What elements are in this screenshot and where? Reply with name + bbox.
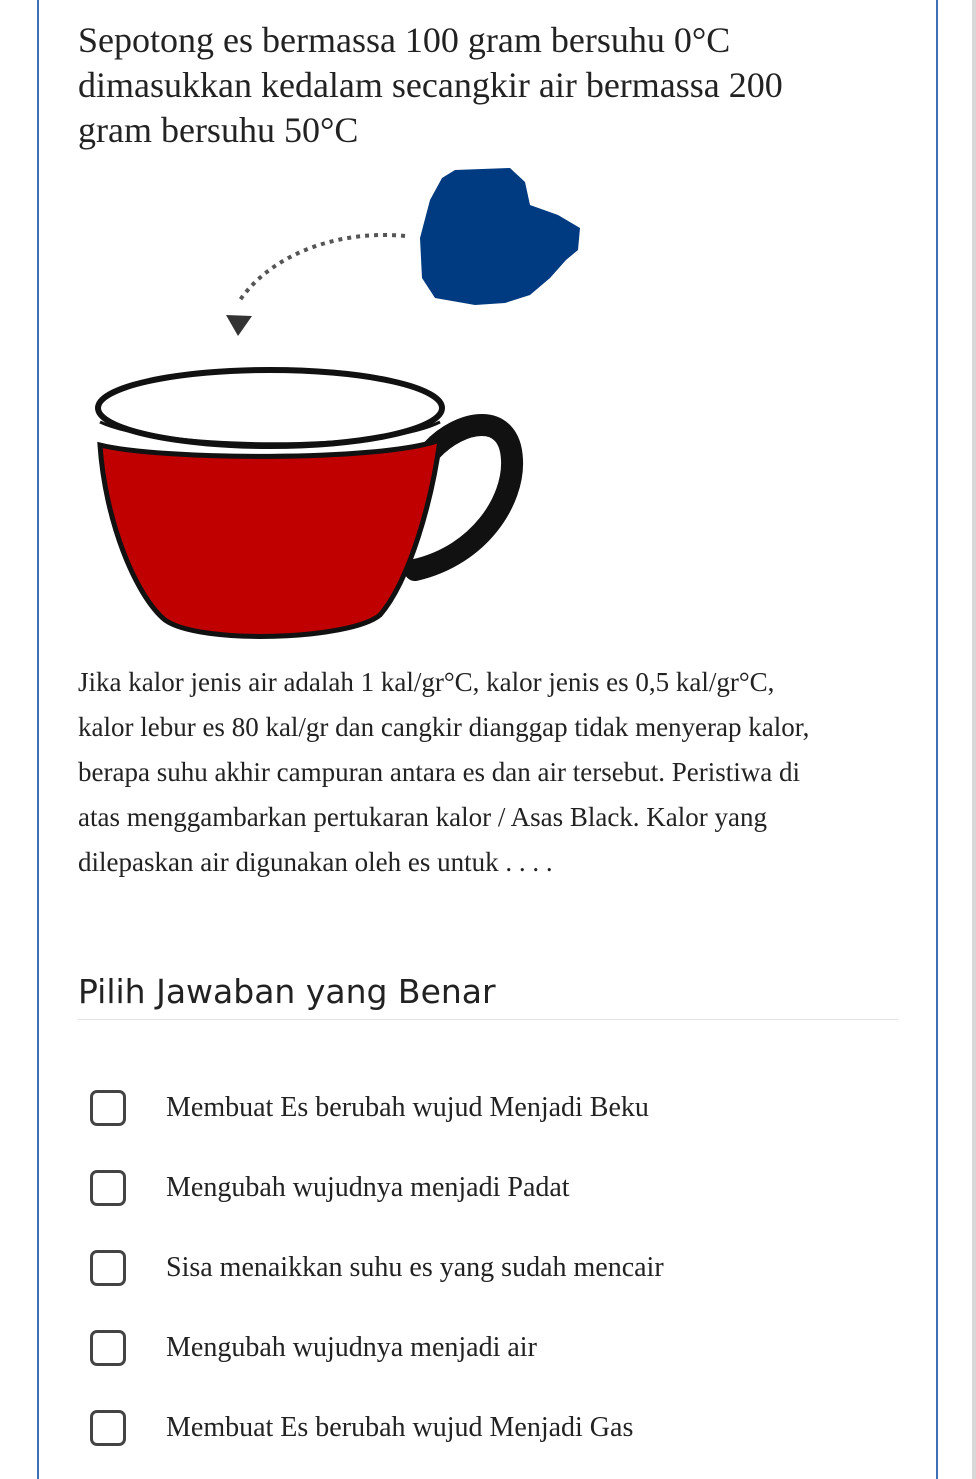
answer-option-label: Mengubah wujudnya menjadi air (166, 1332, 537, 1363)
radio-button[interactable] (90, 1090, 126, 1126)
answer-option-2[interactable] (90, 1160, 890, 1216)
description-line: Jika kalor jenis air adalah 1 kal/gr°C, kalor jenis es 0,5 kal/gr°C, (78, 667, 775, 697)
radio-button[interactable] (90, 1250, 126, 1286)
answer-option-1[interactable] (90, 1080, 890, 1136)
question-line: dimasukkan kedalam secangkir air bermassa 200 (78, 65, 783, 105)
answer-option-5[interactable] (90, 1400, 890, 1456)
scrollbar-track[interactable] (972, 0, 976, 1479)
ice-cube-icon (420, 168, 580, 305)
radio-button[interactable] (90, 1170, 126, 1206)
radio-button[interactable] (90, 1330, 126, 1366)
description-line: berapa suhu akhir campuran antara es dan air tersebut. Peristiwa di (78, 757, 800, 787)
answers-heading: Pilih Jawaban yang Benar (78, 972, 496, 1011)
answer-option-label: Membuat Es berubah wujud Menjadi Beku (166, 1092, 649, 1123)
description-line: dilepaskan air digunakan oleh es untuk . . . . (78, 847, 553, 877)
ice-cup-illustration (80, 160, 600, 655)
answer-option-label: Membuat Es berubah wujud Menjadi Gas (166, 1412, 634, 1443)
radio-button[interactable] (90, 1410, 126, 1446)
question-line: gram bersuhu 50°C (78, 110, 359, 150)
question-text (78, 18, 898, 153)
frame-left-border (37, 0, 39, 1479)
description-line: kalor lebur es 80 kal/gr dan cangkir dianggap tidak menyerap kalor, (78, 712, 810, 742)
question-line: Sepotong es bermassa 100 gram bersuhu 0°C (78, 20, 731, 60)
divider (78, 1019, 898, 1020)
answer-option-4[interactable] (90, 1320, 890, 1376)
drop-arrow-path (240, 235, 405, 300)
arrow-down-icon (226, 315, 252, 336)
answer-option-3[interactable] (90, 1240, 890, 1296)
cup-water (100, 440, 440, 636)
question-description (78, 660, 908, 885)
description-line: atas menggambarkan pertukaran kalor / Asas Black. Kalor yang (78, 802, 768, 832)
answer-option-label: Sisa menaikkan suhu es yang sudah mencair (166, 1252, 664, 1283)
answer-option-label: Mengubah wujudnya menjadi Padat (166, 1172, 570, 1203)
frame-right-border (936, 0, 938, 1479)
